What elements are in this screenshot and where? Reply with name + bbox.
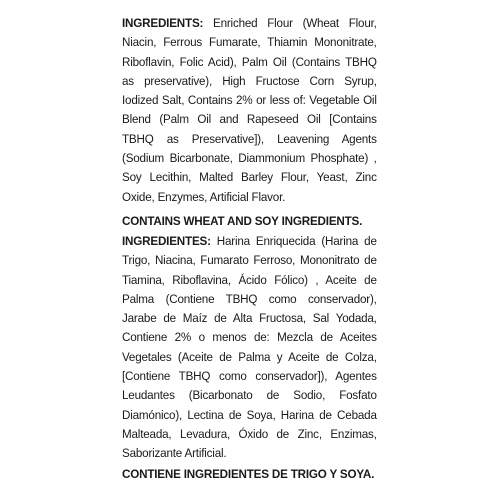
- allergen-statement-spanish: CONTIENE INGREDIENTES DE TRIGO Y SOYA.: [122, 467, 375, 481]
- ingredients-spanish: [122, 232, 377, 464]
- ingredients-list-english: Enriched Flour (Wheat Flour, Niacin, Ferrous Fumarate, Thiamin Mononitrate, Riboflavin, Folic Acid), Palm Oil (Contains TBHQ as preservative), High Fructose Corn Syrup, Iodized Salt, Contains 2% or less of: Vegetable Oil Blend (Palm Oil and Rapeseed Oil [Contains TBHQ as Preservative]), Leavening Agents (Sodium Bicarbonate, Diammonium Phosphate) , Soy Lecithin, Malted Barley Flour, Yeast, Zinc Oxide, Enzymes, Artificial Flavor.: [122, 16, 377, 204]
- allergen-statement-english: CONTAINS WHEAT AND SOY INGREDIENTS.: [122, 214, 363, 228]
- ingredients-heading-english: INGREDIENTS:: [122, 16, 213, 30]
- ingredients-list-spanish: Harina Enriquecida (Harina de Trigo, Niacina, Fumarato Ferroso, Mononitrato de Tiamina, Riboflavina, Ácido Fólico) , Aceite de Palma (Contiene TBHQ como conservador), Jarabe de Maíz de Alta Fructosa, Sal Yodada, Contiene 2% o menos de: Mezcla de Aceites Vegetales (Aceite de Palma y Aceite de Colza, [Contiene TBHQ como conservador]), Agentes Leudantes (Bicarbonato de Sodio, Fosfato Diamónico), Lectina de Soya, Harina de Cebada Malteada, Levadura, Óxido de Zinc, Enzimas, Saborizante Artificial.: [122, 234, 377, 461]
- ingredients-heading-spanish: INGREDIENTES:: [122, 234, 217, 248]
- ingredients-english: [122, 14, 377, 207]
